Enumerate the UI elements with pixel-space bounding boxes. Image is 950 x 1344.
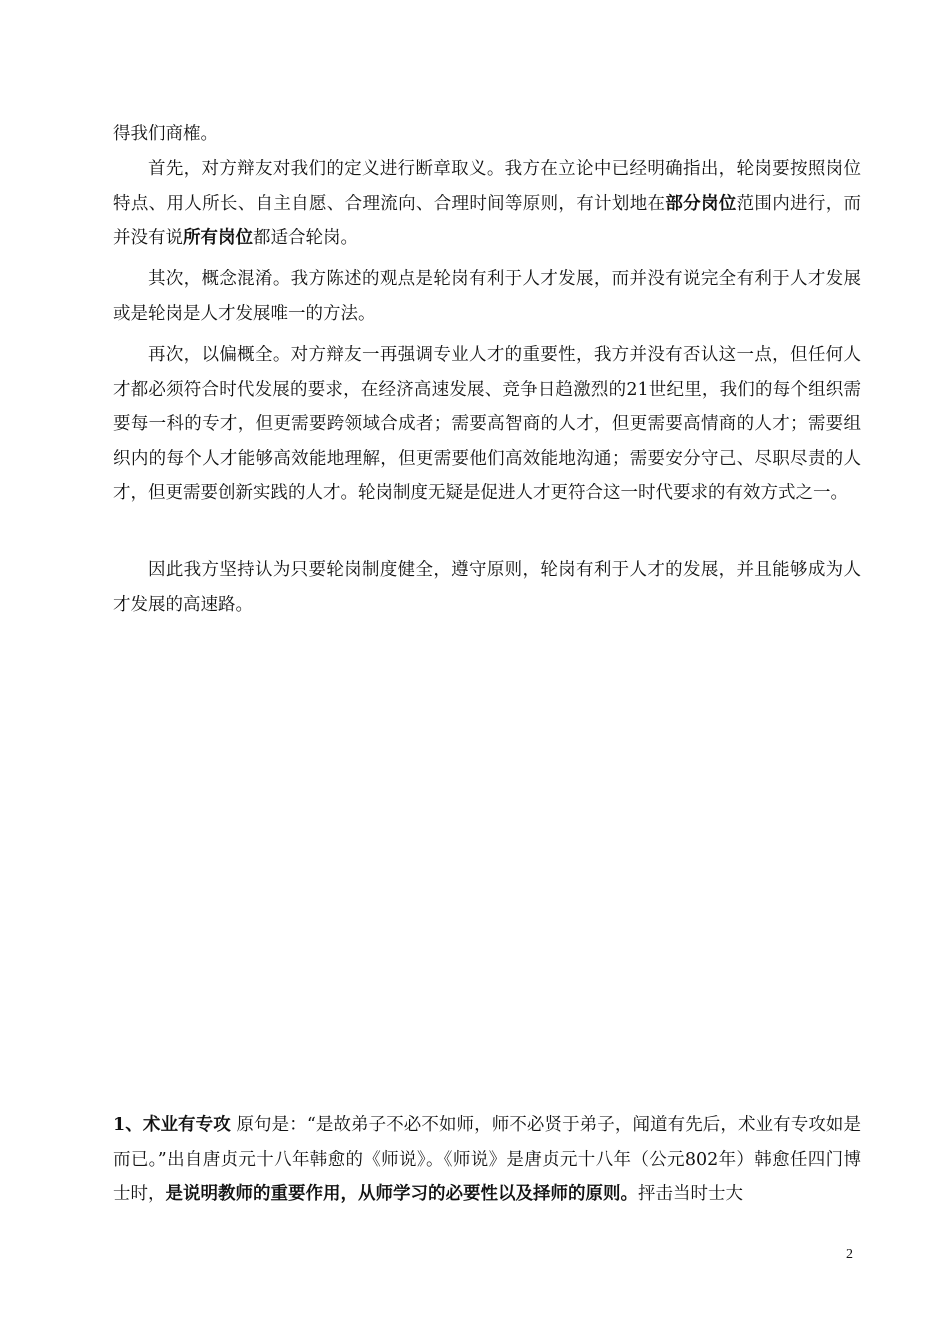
paragraph-first-point: 首先，对方辩友对我们的定义进行断章取义。我方在立论中已经明确指出，轮岗要按照岗位特点、用人所长、自主自愿、合理流向、合理时间等原则，有计划地在部分岗位范围内进行，而并没有说所有岗位都适合轮岗。	[113, 159, 862, 248]
paragraph-second-point: 其次，概念混淆。我方陈述的观点是轮岗有利于人才发展，而并没有说完全有利于人才发展或是轮岗是人才发展唯一的方法。	[113, 269, 861, 324]
bold-phrase-some-positions: 部分岗位	[665, 193, 737, 214]
bold-phrase-purpose: 是说明教师的重要作用，从师学习的必要性以及择师的原则。	[165, 1184, 638, 1204]
page-number: 2	[846, 1247, 853, 1262]
bold-idiom-title: 术业有专攻	[142, 1115, 231, 1135]
paragraph-third-point: 再次，以偏概全。对方辩友一再强调专业人才的重要性，我方并没有否认这一点，但任何人才都必须符合时代发展的要求，在经济高速发展、竞争日趋激烈的21世纪里，我们的每个组织需要每一科的专才，但更需要跨领域合成者；需要高智商的人才，但更需要高情商的人才；需要组织内的每个人才能够高效能地理解，但更需要他们高效能地沟通；需要安分守己、尽职尽责的人才，但更需要创新实践的人才。轮岗制度无疑是促进人才更符合这一时代要求的有效方式之一。	[113, 345, 861, 503]
paragraph-idiom-explanation: 1、术业有专攻 原句是：“是故弟子不必不如师，师不必贤于弟子，闻道有先后，术业有专攻如是而已。”出自唐贞元十八年韩愈的《师说》。《师说》是唐贞元十八年（公元802年）韩愈任四门博士时，是说明教师的重要作用，从师学习的必要性以及择师的原则。抨击当时士大	[113, 1115, 861, 1204]
bold-phrase-all-positions: 所有岗位	[183, 228, 253, 248]
paragraph-conclusion: 因此我方坚持认为只要轮岗制度健全，遵守原则，轮岗有利于人才的发展，并且能够成为人才发展的高速路。	[113, 560, 861, 615]
paragraph-continuation: 得我们商榷。	[113, 124, 218, 144]
